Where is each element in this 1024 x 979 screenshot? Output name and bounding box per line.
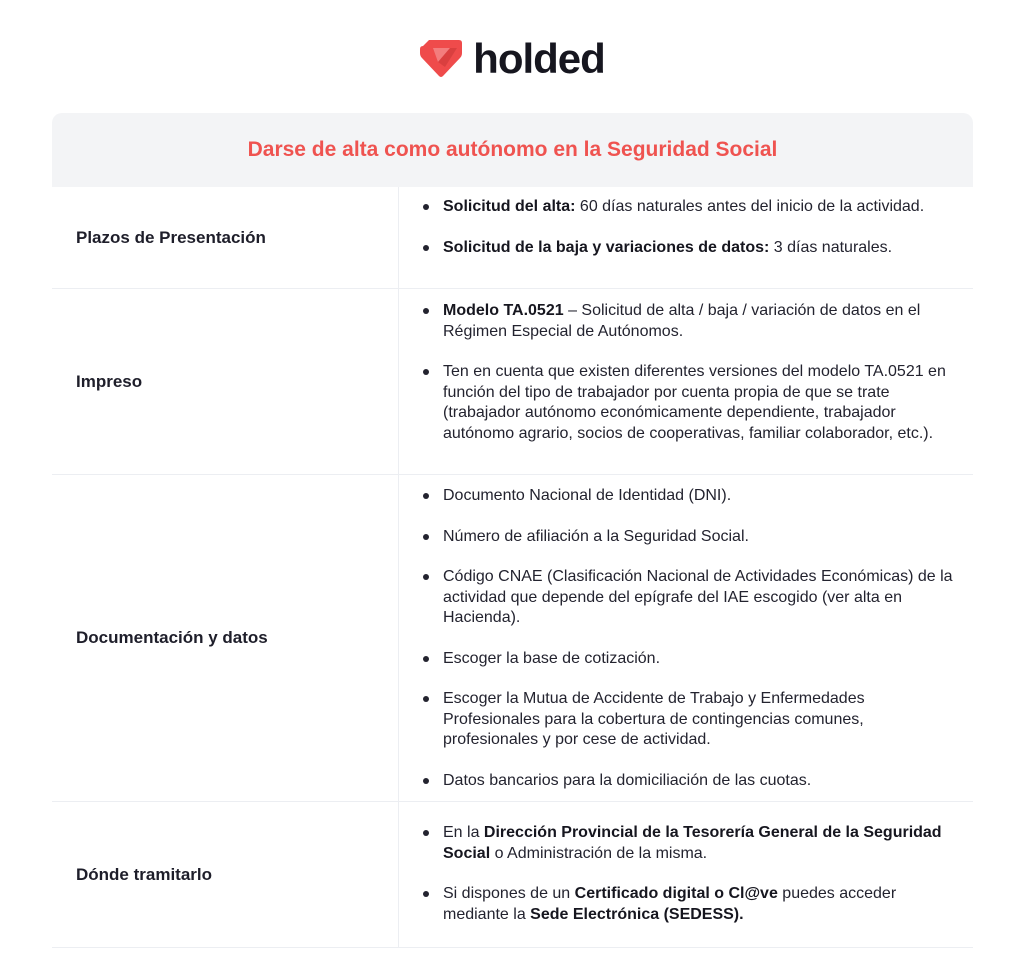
- list-item: Número de afiliación a la Seguridad Social.: [421, 527, 953, 548]
- row-label: Impreso: [52, 289, 399, 474]
- table-row: [52, 475, 973, 802]
- row-content: [399, 289, 973, 474]
- list-item: Solicitud de la baja y variaciones de datos: 3 días naturales.: [421, 238, 953, 259]
- list-item: Documento Nacional de Identidad (DNI).: [421, 486, 953, 507]
- list-item: Solicitud del alta: 60 días naturales antes del inicio de la actividad.: [421, 197, 953, 218]
- list-item: Datos bancarios para la domiciliación de las cuotas.: [421, 771, 953, 792]
- list-item: Ten en cuenta que existen diferentes versiones del modelo TA.0521 en función del tipo de trabajador por cuenta propia de que se trate (trabajador autónomo económicamente dependiente, trabajador autónomo agrario, socios de cooperativas, familiar colaborador, etc.).: [421, 362, 953, 444]
- header: [0, 35, 1024, 82]
- table-row: [52, 289, 973, 475]
- list-item: Modelo TA.0521 – Solicitud de alta / baja / variación de datos en el Régimen Especial de Autónomos.: [421, 301, 953, 342]
- table-header: [52, 113, 973, 187]
- list-item: Si dispones de un Certificado digital o Cl@ve puedes acceder mediante la Sede Electrónica (SEDESS).: [421, 884, 953, 925]
- row-content: [399, 475, 973, 801]
- row-label: Documentación y datos: [52, 475, 399, 801]
- brand-name: holded: [473, 35, 605, 82]
- row-label: Dónde tramitarlo: [52, 802, 399, 947]
- brand-logo[interactable]: [419, 35, 605, 82]
- table-row: [52, 187, 973, 289]
- holded-logo-icon: [419, 39, 463, 79]
- table-title: Darse de alta como autónomo en la Seguridad Social: [247, 138, 778, 161]
- list-item: Código CNAE (Clasificación Nacional de Actividades Económicas) de la actividad que depende del epígrafe del IAE escogido (ver alta en Hacienda).: [421, 567, 953, 629]
- list-item: Escoger la base de cotización.: [421, 649, 953, 670]
- list-item: Escoger la Mutua de Accidente de Trabajo y Enfermedades Profesionales para la cobertura de contingencias comunes, profesionales y por cese de actividad.: [421, 689, 953, 751]
- table-row: [52, 802, 973, 948]
- list-item: En la Dirección Provincial de la Tesorería General de la Seguridad Social o Administración de la misma.: [421, 823, 953, 864]
- row-content: [399, 802, 973, 947]
- row-label: Plazos de Presentación: [52, 187, 399, 288]
- info-table: [52, 113, 973, 948]
- row-content: [399, 187, 973, 288]
